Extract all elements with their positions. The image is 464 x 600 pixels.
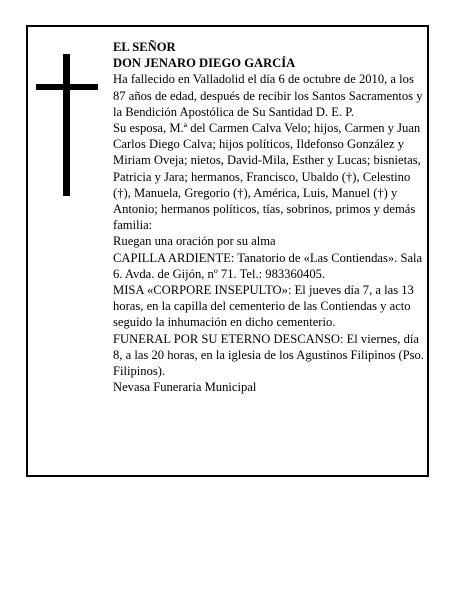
prayer-request: Ruegan una oración por su alma xyxy=(113,234,276,249)
cross-horizontal-bar xyxy=(36,84,98,90)
obituary-text xyxy=(113,39,425,395)
chapel-info: CAPILLA ARDIENTE: Tanatorio de «Las Contiendas». Sala 6. Avda. de Gijón, nº 71. Tel.: 983360405. xyxy=(113,250,423,281)
mass-info: MISA «CORPORE INSEPULTO»: El jueves día 7, a las 13 horas, en la capilla del cementerio de las Contiendas y acto seguido la inhumación en dicho cementerio. xyxy=(113,283,414,330)
cross-icon xyxy=(36,54,98,196)
heading-title: EL SEÑOR xyxy=(113,40,176,54)
death-announcement: Ha fallecido en Valladolid el día 6 de octubre de 2010, a los 87 años de edad, después de recibir los Santos Sacramentos y la Bendición Apostólica de Su Santidad D. E. P. xyxy=(113,72,423,119)
funeral-info: FUNERAL POR SU ETERNO DESCANSO: El viernes, día 8, a las 20 horas, en la iglesia de los Agustinos Filipinos (Pso. Filipinos). xyxy=(113,331,424,379)
funeral-home: Nevasa Funeraria Municipal xyxy=(113,380,257,395)
deceased-name: DON JENARO DIEGO GARCÍA xyxy=(113,56,296,71)
cross-vertical-bar xyxy=(63,54,70,196)
family-list: Su esposa, M.ª del Carmen Calva Velo; hijos, Carmen y Juan Carlos Diego Calva; hijos políticos, Ildefonso González y Miriam Oveja; nietos, David-Mila, Esther y Lucas; bisnietas, Patricia y Jara; hermanos, Francisco, Ubaldo (†), Celestino (†), Manuela, Gregorio (†), América, Luis, Manuel (†) y Antonio; hermanos políticos, tías, sobrinos, primos y demás familia: xyxy=(113,121,421,233)
